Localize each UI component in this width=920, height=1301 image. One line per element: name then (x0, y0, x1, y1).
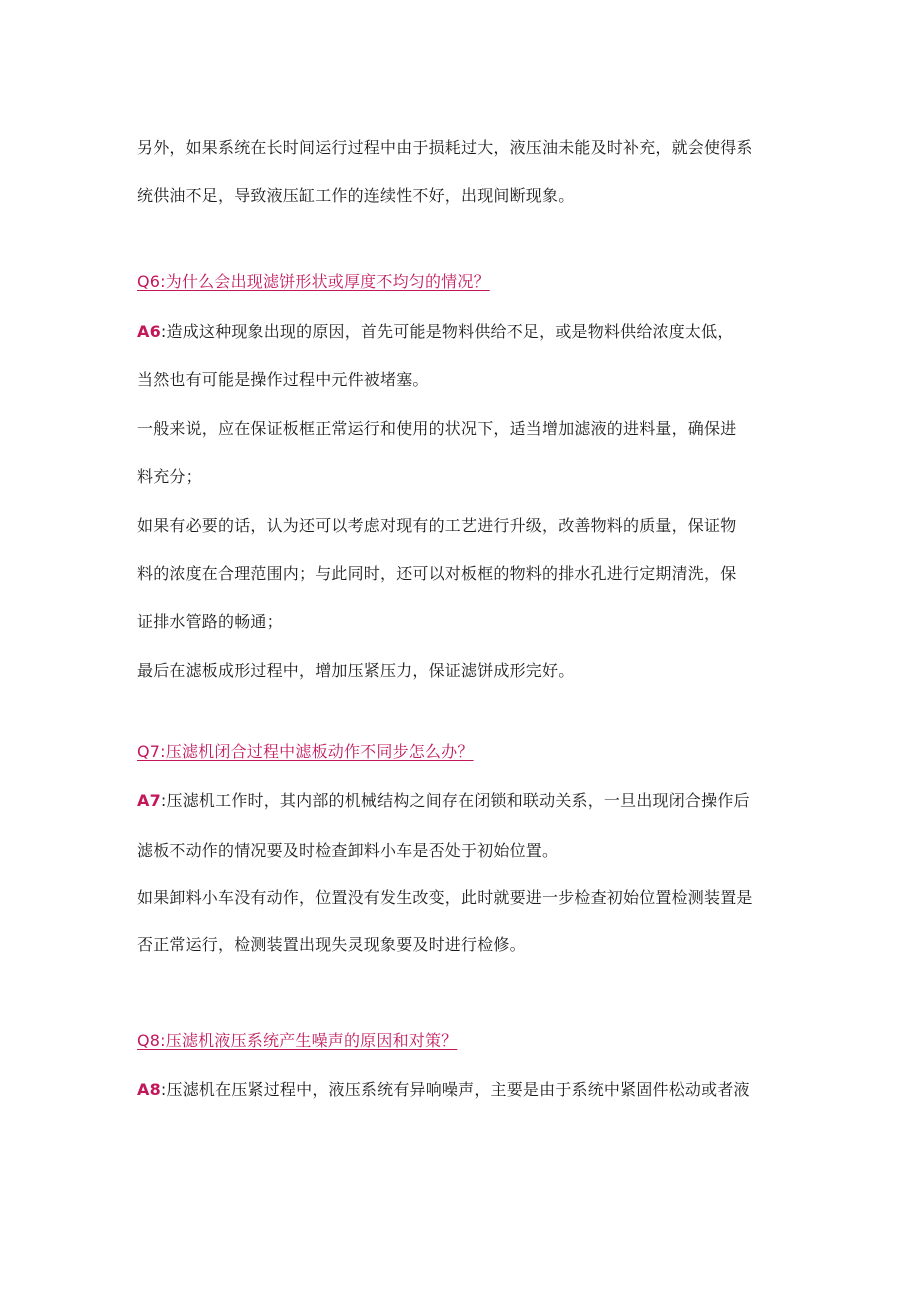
answer-line: 如果卸料小车没有动作，位置没有发生改变，此时就要进一步检查初始位置检测装置是 (137, 888, 753, 907)
answer-line: 料的浓度在合理范围内；与此同时，还可以对板框的物料的排水孔进行定期清洗，保 (137, 564, 737, 583)
answer-line: 当然也有可能是操作过程中元件被堵塞。 (137, 370, 429, 389)
paragraph-line: 另外，如果系统在长时间运行过程中由于损耗过大，液压油未能及时补充，就会使得系 (137, 138, 753, 157)
answer-line: 滤板不动作的情况要及时检查卸料小车是否处于初始位置。 (137, 841, 559, 860)
question-q7: Q7:压滤机闭合过程中滤板动作不同步怎么办？ (137, 742, 474, 761)
answer-line: 一般来说，应在保证板框正常运行和使用的状况下，适当增加滤液的进料量，确保进 (137, 419, 737, 438)
answer-line: 最后在滤板成形过程中，增加压紧压力，保证滤饼成形完好。 (137, 661, 575, 680)
answer-line: 如果有必要的话，认为还可以考虑对现有的工艺进行升级，改善物料的质量，保证物 (137, 516, 737, 535)
question-q8: Q8:压滤机液压系统产生噪声的原因和对策？ (137, 1031, 458, 1050)
answer-a6-line (137, 321, 787, 343)
answer-text: :压滤机工作时，其内部的机械结构之间存在闭锁和联动关系，一旦出现闭合操作后 (160, 791, 750, 810)
answer-text: :造成这种现象出现的原因，首先可能是物料供给不足，或是物料供给浓度太低， (160, 322, 734, 341)
answer-line: 料充分； (137, 467, 202, 486)
answer-line: 否正常运行，检测装置出现失灵现象要及时进行检修。 (137, 935, 526, 954)
answer-label-a6: A6 (137, 322, 161, 341)
answer-line: 证排水管路的畅通； (137, 612, 283, 631)
answer-label-a7: A7 (137, 791, 161, 810)
answer-a7-line (137, 790, 787, 812)
answer-label-a8: A8 (137, 1080, 161, 1099)
answer-text: :压滤机在压紧过程中，液压系统有异响噪声，主要是由于系统中紧固件松动或者液 (160, 1080, 750, 1099)
question-q6: Q6:为什么会出现滤饼形状或厚度不均匀的情况？ (137, 272, 490, 291)
paragraph-line: 统供油不足，导致液压缸工作的连续性不好，出现间断现象。 (137, 186, 575, 205)
answer-a8-line (137, 1079, 787, 1101)
